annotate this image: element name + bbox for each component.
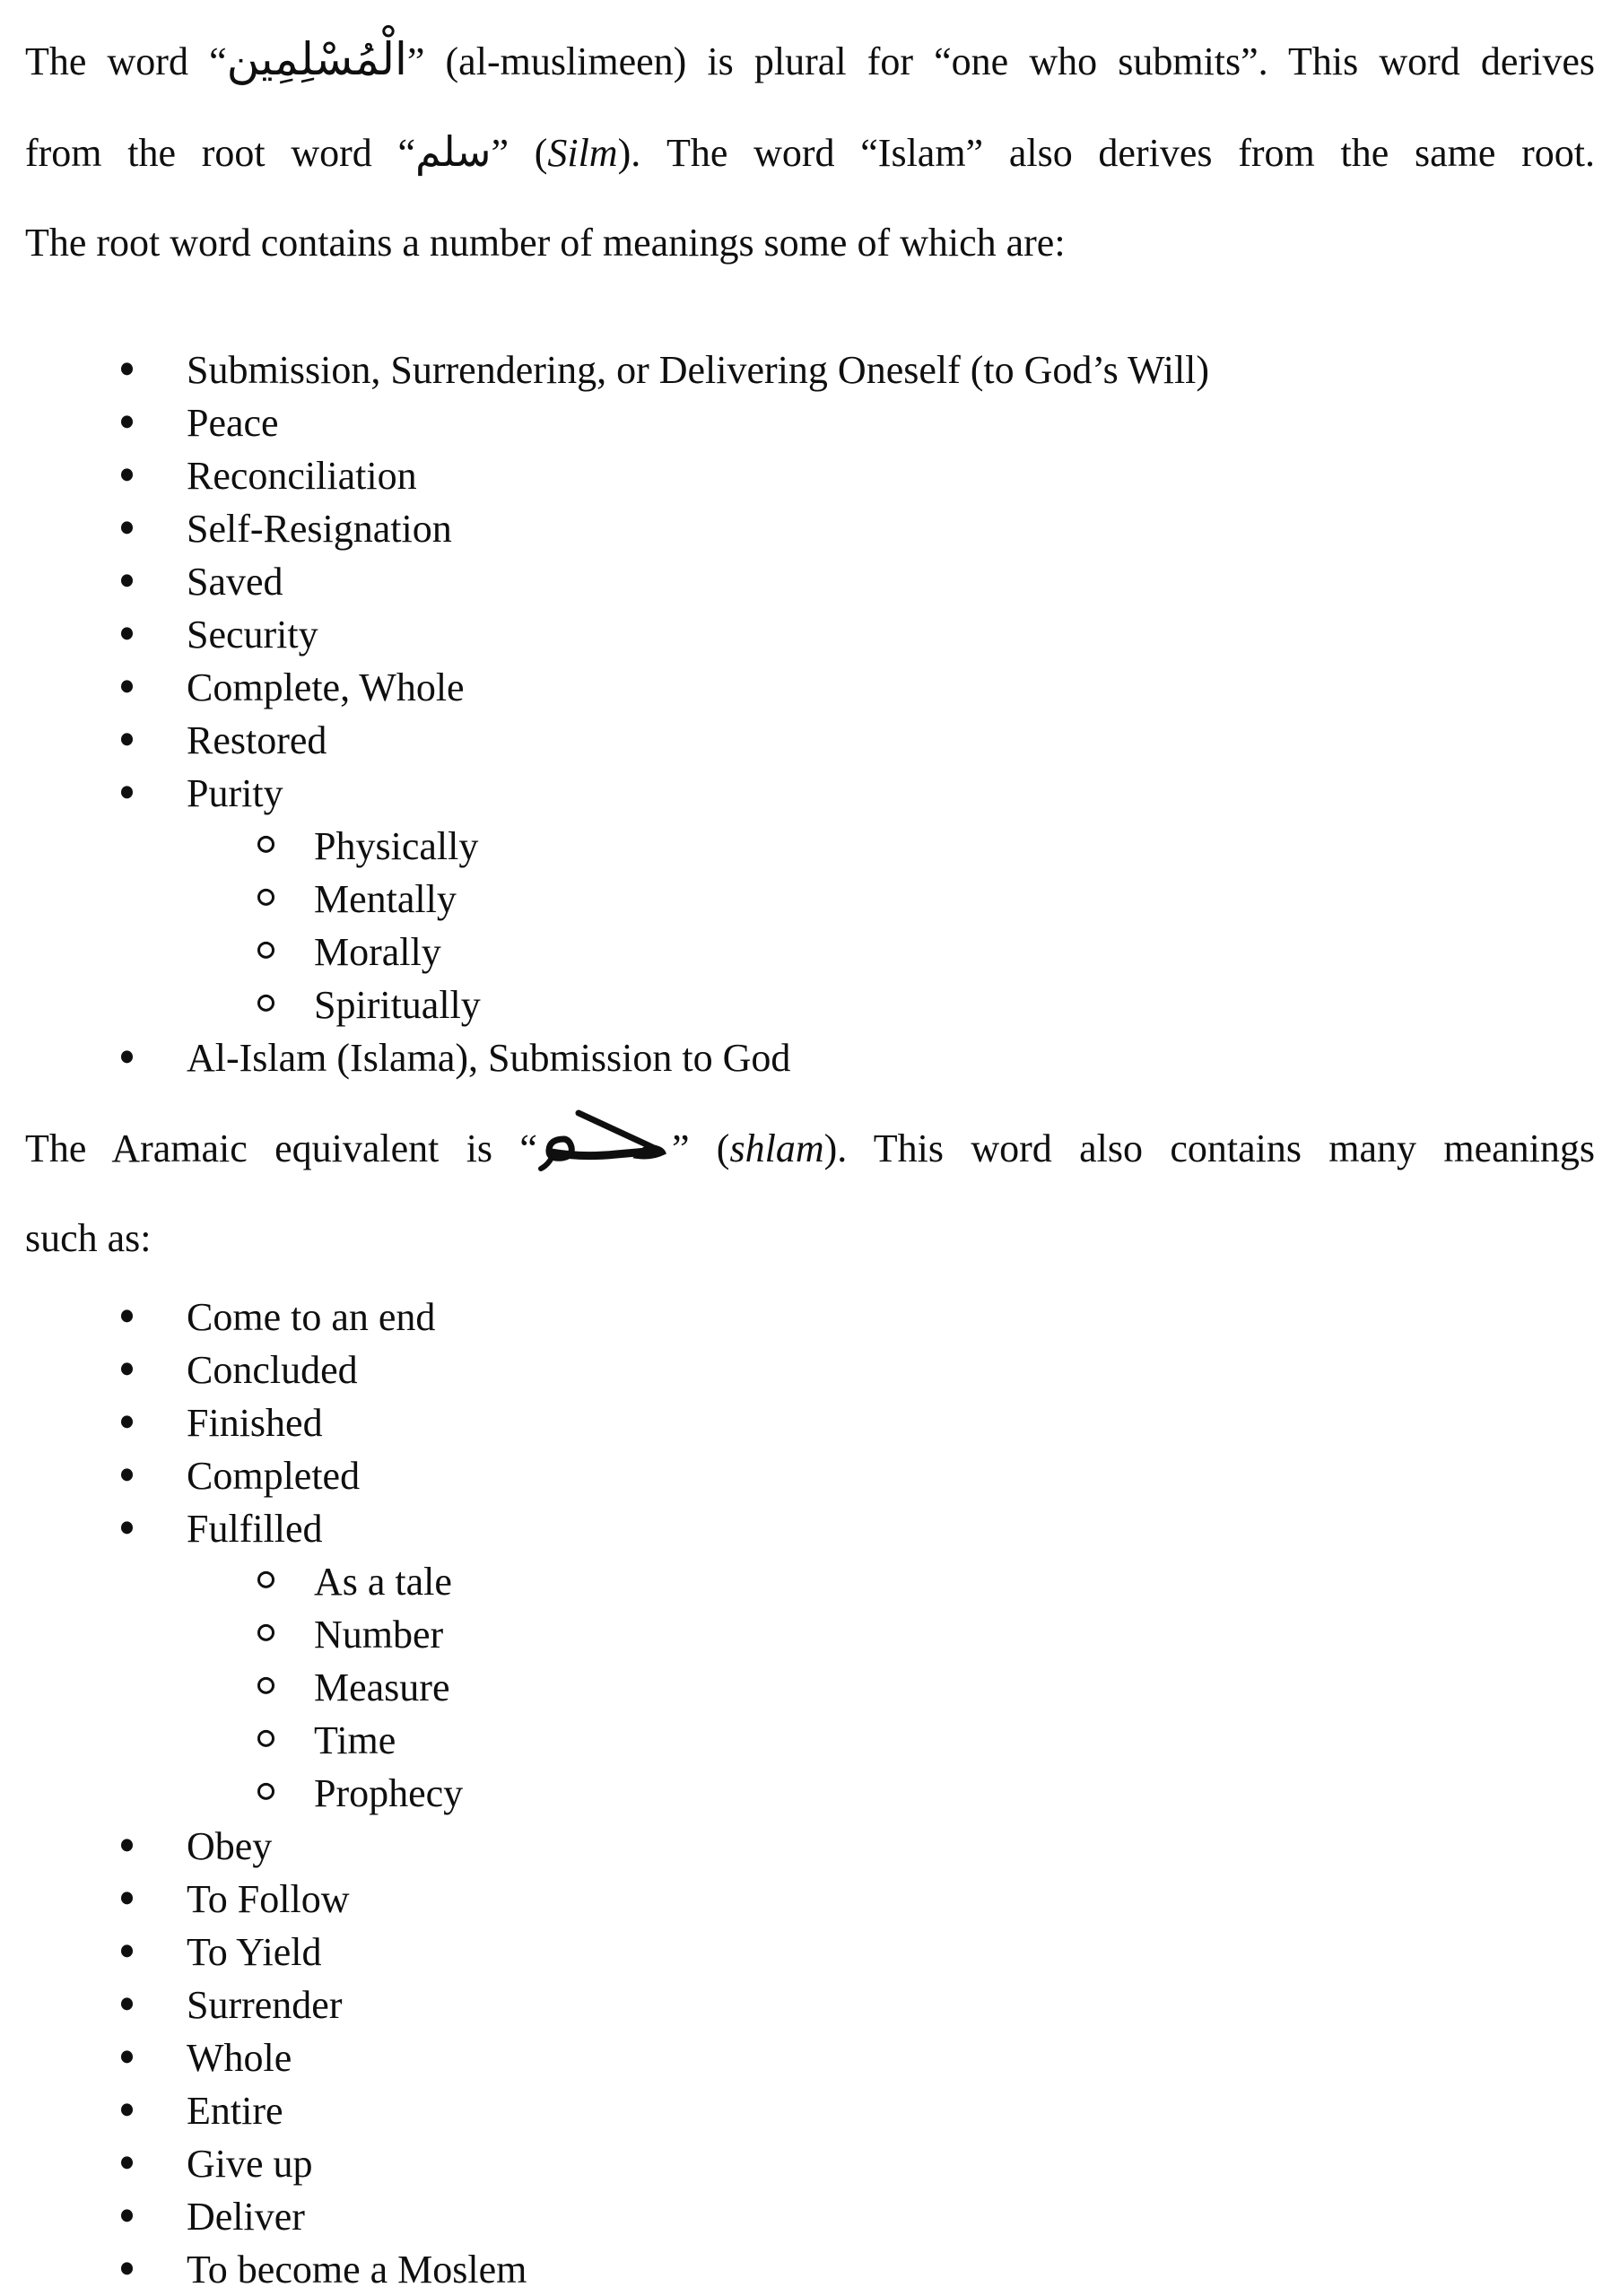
- intro-line-3: [25, 198, 1595, 288]
- intro-line-2-mid: ” (: [491, 131, 548, 175]
- shlam-transliteration: shlam: [729, 1126, 824, 1170]
- aramaic-line-1-suffix: ). This word also contains many meanings: [823, 1126, 1596, 1170]
- list-item-label: Concluded: [187, 1348, 358, 1392]
- intro-line-3-text: The root word contains a number of meanings some of which are:: [25, 221, 1066, 265]
- circle-icon: [257, 1676, 274, 1693]
- circle-icon: [257, 994, 274, 1011]
- bullet-icon: [121, 1997, 133, 2010]
- bullet-icon: [121, 1521, 133, 1534]
- list-item: [25, 449, 1595, 502]
- list-item: [25, 820, 1595, 873]
- list-item: [25, 1873, 1595, 1926]
- list-item-label: Purity: [187, 771, 283, 815]
- bullet-icon: [121, 1944, 133, 1957]
- intro-line-1: [25, 14, 1595, 107]
- arabic-root-silm: سلم: [415, 127, 492, 176]
- syriac-word-shlam: [537, 1126, 672, 1170]
- list-item: [25, 2031, 1595, 2084]
- circle-icon: [257, 1782, 274, 1799]
- bullet-icon: [121, 733, 133, 745]
- list-item-label: Spiritually: [314, 983, 481, 1027]
- bullet-icon: [121, 627, 133, 639]
- list-item-label: To become a Moslem: [187, 2248, 527, 2292]
- root-meanings-list: [25, 344, 1595, 1084]
- arabic-word-almuslimeen: الْمُسْلِمِين: [226, 33, 407, 85]
- list-item-label: Surrender: [187, 1983, 343, 2027]
- list-item: [25, 767, 1595, 820]
- bullet-icon: [121, 1050, 133, 1063]
- list-item: [25, 608, 1595, 661]
- list-item: [25, 1820, 1595, 1873]
- list-item: [25, 926, 1595, 978]
- list-item-label: Security: [187, 613, 318, 657]
- aramaic-line-2-text: such as:: [25, 1216, 152, 1260]
- list-item-label: Give up: [187, 2142, 313, 2186]
- list-item: [25, 1344, 1595, 1396]
- bullet-icon: [121, 468, 133, 481]
- intro-line-2: [25, 107, 1595, 198]
- list-item-label: Time: [314, 1718, 396, 1762]
- list-item-label: As a tale: [314, 1560, 452, 1604]
- list-item-label: Finished: [187, 1401, 323, 1445]
- list-item-label: Reconciliation: [187, 454, 417, 498]
- circle-icon: [257, 941, 274, 958]
- intro-line-1-suffix: ” (al-muslimeen) is plural for “one who submits”. This word derives: [406, 39, 1595, 83]
- list-item: [25, 978, 1595, 1031]
- bullet-icon: [121, 680, 133, 692]
- bullet-icon: [121, 2262, 133, 2274]
- list-item-label: Peace: [187, 401, 279, 445]
- bullet-icon: [121, 786, 133, 798]
- list-item-label: Number: [314, 1613, 444, 1657]
- list-item-label: Saved: [187, 560, 283, 604]
- list-item: [25, 396, 1595, 449]
- list-item: [25, 1714, 1595, 1767]
- aramaic-line-1-prefix: The Aramaic equivalent is “: [25, 1126, 537, 1170]
- list-item-label: Submission, Surrendering, or Delivering Oneself (to God’s Will): [187, 348, 1210, 392]
- intro-line-1-prefix: The word “: [25, 39, 227, 83]
- list-item-label: Obey: [187, 1824, 273, 1868]
- circle-icon: [257, 888, 274, 905]
- list-item: [25, 344, 1595, 396]
- list-item: [25, 1291, 1595, 1344]
- paragraph-aramaic: [25, 1104, 1595, 1283]
- list-item: [25, 661, 1595, 714]
- list-item: [25, 1608, 1595, 1661]
- bullet-icon: [121, 521, 133, 534]
- circle-icon: [257, 1570, 274, 1587]
- aramaic-line-1: [25, 1104, 1595, 1194]
- bullet-icon: [121, 415, 133, 428]
- list-item-label: Morally: [314, 930, 441, 974]
- list-item-label: Physically: [314, 824, 479, 868]
- list-item: [25, 2190, 1595, 2243]
- list-item-label: Complete, Whole: [187, 665, 465, 709]
- list-item: [25, 1555, 1595, 1608]
- bullet-icon: [121, 1309, 133, 1322]
- list-item-label: Prophecy: [314, 1771, 464, 1815]
- bullet-icon: [121, 362, 133, 375]
- list-item: [25, 1979, 1595, 2031]
- list-item-label: Deliver: [187, 2195, 305, 2239]
- list-item: [25, 1396, 1595, 1449]
- circle-icon: [257, 1729, 274, 1746]
- list-item: [25, 2137, 1595, 2190]
- list-item: [25, 1449, 1595, 1502]
- paragraph-intro: [25, 14, 1595, 288]
- circle-icon: [257, 1623, 274, 1640]
- shlam-meanings-list: [25, 1291, 1595, 2296]
- bullet-icon: [121, 1839, 133, 1851]
- list-item-label: To Follow: [187, 1877, 350, 1921]
- bullet-icon: [121, 1468, 133, 1481]
- aramaic-line-1-mid: ” (: [671, 1126, 730, 1170]
- list-item: [25, 1767, 1595, 1820]
- list-item: [25, 1926, 1595, 1979]
- bullet-icon: [121, 2103, 133, 2116]
- list-item-label: Entire: [187, 2089, 283, 2133]
- aramaic-line-2: [25, 1194, 1595, 1283]
- intro-line-2-suffix: ). The word “Islam” also derives from the same root.: [617, 131, 1595, 175]
- list-item: [25, 714, 1595, 767]
- list-item: [25, 555, 1595, 608]
- list-item: [25, 2084, 1595, 2137]
- list-item-label: Self-Resignation: [187, 507, 452, 551]
- bullet-icon: [121, 2209, 133, 2222]
- circle-icon: [257, 835, 274, 852]
- intro-line-2-prefix: from the root word “: [25, 131, 416, 175]
- list-item: [25, 2243, 1595, 2296]
- list-item-label: Completed: [187, 1454, 361, 1498]
- list-item-label: Whole: [187, 2036, 292, 2080]
- list-item: [25, 1661, 1595, 1714]
- bullet-icon: [121, 2156, 133, 2169]
- list-item-label: Measure: [314, 1665, 450, 1709]
- list-item-label: Restored: [187, 718, 327, 762]
- list-item-label: To Yield: [187, 1930, 322, 1974]
- bullet-icon: [121, 2050, 133, 2063]
- silm-transliteration: Silm: [547, 131, 618, 175]
- list-item: [25, 502, 1595, 555]
- bullet-icon: [121, 574, 133, 587]
- bullet-icon: [121, 1362, 133, 1375]
- list-item: [25, 1502, 1595, 1555]
- bullet-icon: [121, 1892, 133, 1904]
- list-item-label: Al-Islam (Islama), Submission to God: [187, 1036, 791, 1080]
- list-item-label: Come to an end: [187, 1295, 436, 1339]
- bullet-icon: [121, 1415, 133, 1428]
- list-item: [25, 1031, 1595, 1084]
- list-item-label: Fulfilled: [187, 1507, 323, 1551]
- list-item: [25, 873, 1595, 926]
- syriac-word-glyph: [537, 1106, 672, 1174]
- list-item-label: Mentally: [314, 877, 457, 921]
